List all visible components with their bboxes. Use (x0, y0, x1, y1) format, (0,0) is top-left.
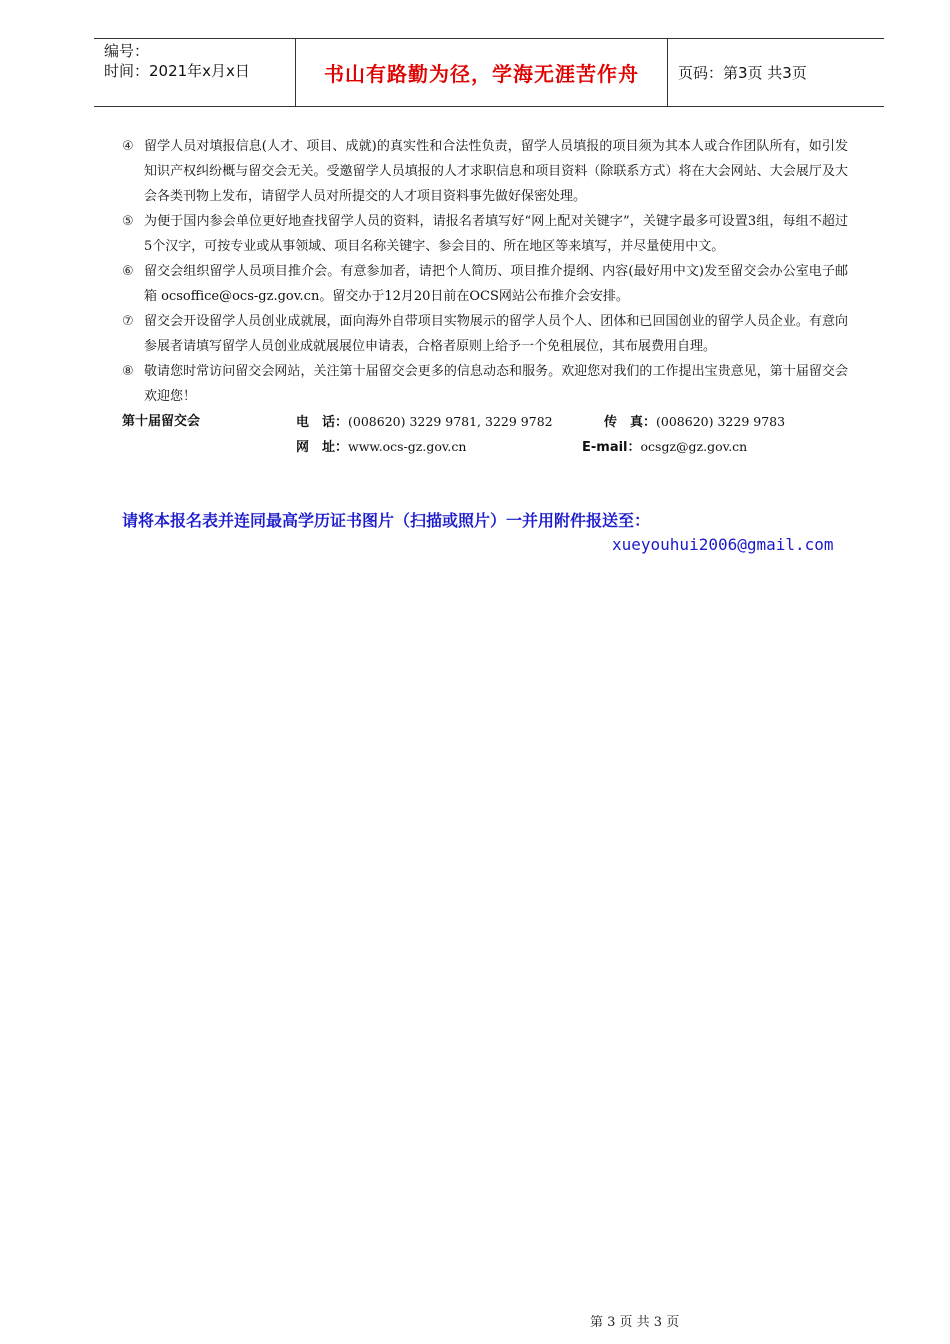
email-link[interactable]: ocsgz@gz.gov.cn (640, 439, 748, 454)
contact-block (122, 409, 848, 459)
item-number: ⑧ (122, 364, 134, 379)
item-number: ④ (122, 139, 134, 154)
list-item (122, 209, 848, 259)
header-meta (94, 39, 295, 106)
email-row (582, 434, 747, 460)
submission-notice: 请将本报名表并连同最高学历证书图片（扫描或照片）一并用附件报送至： (122, 511, 651, 530)
item-number: ⑥ (122, 264, 134, 279)
item-text: 为便于国内参会单位更好地查找留学人员的资料，请报名者填写好“网上配对关键字”，关键字最多可设置3组，每组不超过5个汉字，可按专业或从事领域、项目名称关键字、参会目的、所在地区等来填写，并尽量使用中文。 (144, 214, 848, 254)
header-page-number: 页码：第3页 共3页 (678, 64, 807, 82)
web-label: 网 址： (296, 440, 349, 455)
submission-email-link[interactable]: xueyouhui2006@gmail.com (612, 535, 834, 554)
time-label: 时间：2021年x月x日 (104, 62, 250, 80)
item-text: 留交会组织留学人员项目推介会。有意参加者，请把个人简历、项目推介提纲、内容(最好用中文)发至留交会办公室电子邮箱 ocsoffice@ocs-gz.gov.cn。留交办于12月20日前在OCS网站公布推介会安排。 (144, 264, 848, 304)
page-header (94, 38, 884, 107)
web-link[interactable]: www.ocs-gz.gov.cn (348, 439, 467, 454)
phone-value: (008620) 3229 9781, 3229 9782 (348, 414, 553, 429)
page-footer: 第 3 页 共 3 页 (590, 1315, 680, 1330)
fax-row (604, 409, 785, 435)
item-number: ⑦ (122, 314, 134, 329)
organizer-name: 第十届留交会 (122, 414, 201, 429)
item-text: 留交会开设留学人员创业成就展，面向海外自带项目实物展示的留学人员个人、团体和已回国创业的留学人员企业。有意向参展者请填写留学人员创业成就展展位申请表，合格者原则上给予一个免租展位，其布展费用自理。 (144, 314, 848, 354)
list-item (122, 259, 848, 309)
email-label: E-mail： (582, 440, 641, 455)
header-motto: 书山有路勤为径，学海无涯苦作舟 (295, 39, 668, 106)
phone-row (296, 409, 553, 435)
item-number: ⑤ (122, 214, 134, 229)
web-row (296, 434, 466, 460)
document-body (122, 134, 848, 459)
list-item (122, 134, 848, 209)
fax-label: 传 真： (604, 415, 657, 430)
serial-label: 编号： (104, 42, 150, 60)
item-text: 留学人员对填报信息(人才、项目、成就)的真实性和合法性负责，留学人员填报的项目须为其本人或合作团队所有，如引发知识产权纠纷概与留交会无关。受邀留学人员填报的人才求职信息和项目资料（除联系方式）将在大会网站、大会展厅及大会各类刊物上发布，请留学人员对所提交的人才项目资料事先做好保密处理。 (144, 139, 848, 204)
fax-value: (008620) 3229 9783 (656, 414, 786, 429)
list-item (122, 359, 848, 409)
phone-label: 电 话： (296, 415, 349, 430)
list-item (122, 309, 848, 359)
item-text: 敬请您时常访问留交会网站，关注第十届留交会更多的信息动态和服务。欢迎您对我们的工作提出宝贵意见，第十届留交会欢迎您！ (144, 364, 848, 404)
